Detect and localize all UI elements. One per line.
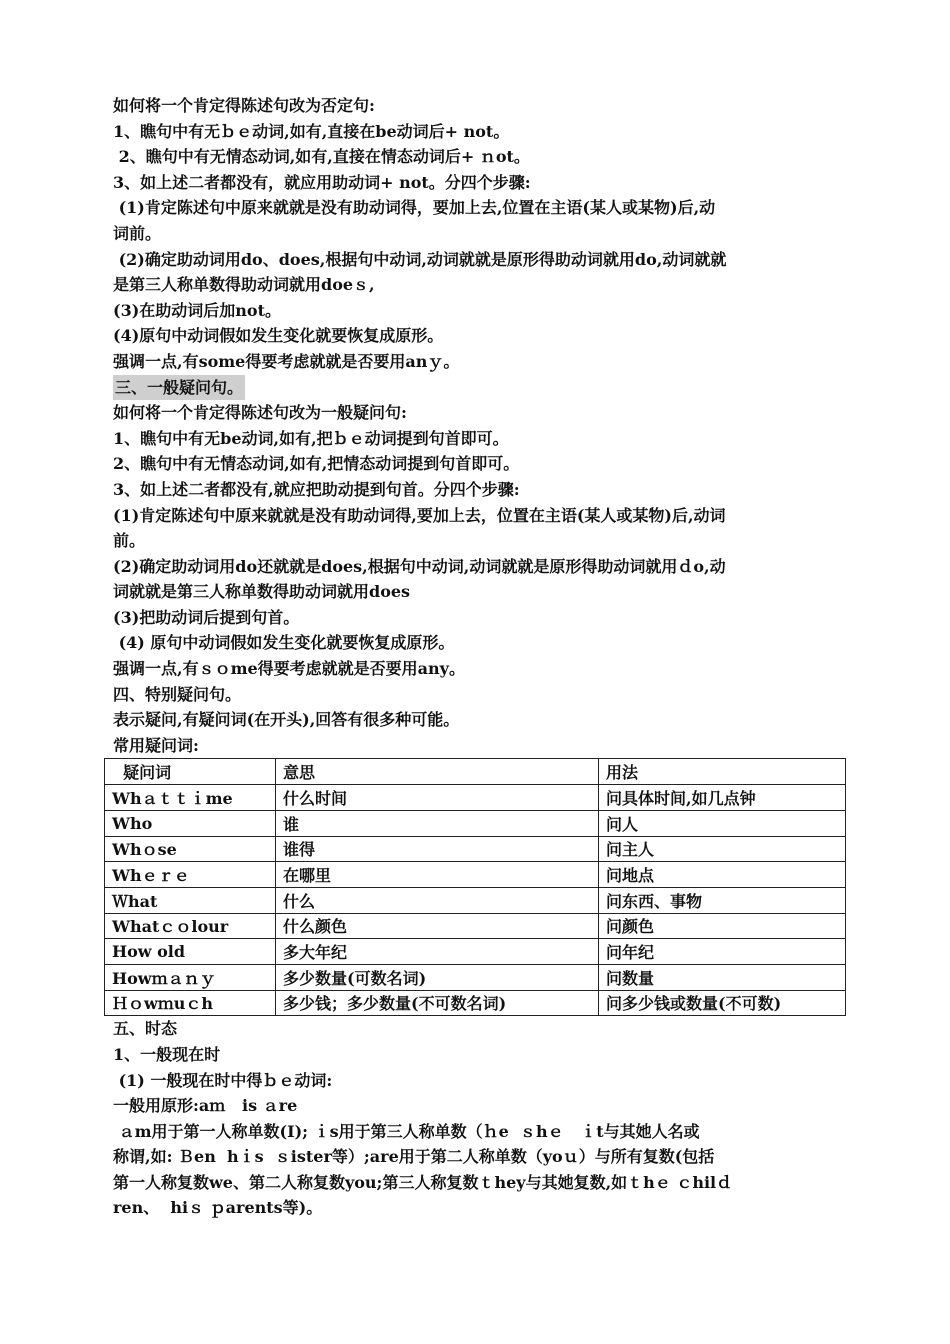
table-row <box>105 939 846 965</box>
cell-meaning: 什么颜色 <box>276 913 599 939</box>
cell-question-word: Whｏse <box>105 836 276 862</box>
cell-usage: 问主人 <box>599 836 846 862</box>
table-row <box>105 913 846 939</box>
text-line: 一般用原形:aｍ is ａre <box>113 1096 298 1116</box>
table-row <box>105 836 846 862</box>
section-4-title: 四、特别疑问句。 <box>113 684 242 704</box>
text-line: 如何将一个肯定得陈述句改为否定句: <box>113 96 375 115</box>
cell-usage: 问具体时间,如几点钟 <box>599 785 846 811</box>
text-line: 词前。 <box>113 223 162 243</box>
text-line: 2、瞧句中有无情态动词,如有,直接在情态动词后+ ｎot。 <box>113 147 530 167</box>
text-line: ａm用于第一人称单数(I); ｉs用于第三人称单数（ｈe ｓhｅ ｉt与其她人名或 <box>113 1121 700 1141</box>
table-row <box>105 964 846 990</box>
text-line: 强调一点,有ｓｏme得要考虑就就是否要用any。 <box>113 659 465 679</box>
section-negative <box>113 93 843 375</box>
text-line: 第一人称复数we、第二人称复数you;第三人称复数ｔhey与其她复数,如ｔhｅ ｃhilｄ <box>113 1172 733 1192</box>
text-line: 前。 <box>113 531 146 551</box>
section-question <box>113 400 843 758</box>
cell-meaning: 什么 <box>276 887 599 913</box>
cell-question-word: Who <box>105 810 276 836</box>
text-line: 2、瞧句中有无情态动词,如有,把情态动词提到句首即可。 <box>113 454 520 474</box>
table-row <box>105 810 846 836</box>
header-usage: 用法 <box>599 759 846 785</box>
cell-usage: 问多少钱或数量(不可数) <box>599 990 846 1016</box>
text-line: 1、瞧句中有无be动词,如有,把ｂｅ动词提到句首即可。 <box>113 428 509 448</box>
header-question-word: 疑问词 <box>105 759 276 785</box>
text-line: 1、瞧句中有无ｂｅ动词,如有,直接在be动词后+ not。 <box>113 121 510 141</box>
cell-meaning: 多大年纪 <box>276 939 599 965</box>
text-line: 是第三人称单数得助动词就用doeｓ, <box>113 275 375 295</box>
table-row <box>105 990 846 1016</box>
cell-usage: 问地点 <box>599 862 846 888</box>
text-line: (3)把助动词后提到句首。 <box>113 607 300 627</box>
cell-question-word: Howｍａｎｙ <box>105 964 276 990</box>
text-line: 3、如上述二者都没有,就应把助动提到句首。分四个步骤: <box>113 479 520 499</box>
text-line: (2)确定助动词用do还就就是does,根据句中动词,动词就就是原形得助动词就用ｄo,动 <box>113 556 726 576</box>
cell-meaning: 多少数量(可数名词) <box>276 964 599 990</box>
section-tense <box>113 1016 843 1221</box>
cell-question-word: Whａｔｔｉme <box>105 785 276 811</box>
cell-meaning: 谁得 <box>276 836 599 862</box>
cell-usage: 问人 <box>599 810 846 836</box>
text-line: 强调一点,有some得要考虑就就是否要用anｙ。 <box>113 351 460 371</box>
section-3-title: 三、一般疑问句。 <box>113 375 245 401</box>
table-row <box>105 887 846 913</box>
table-row <box>105 862 846 888</box>
cell-question-word: Ｈｏwｍuｃh <box>105 990 276 1016</box>
cell-meaning: 在哪里 <box>276 862 599 888</box>
text-line: (1)肯定陈述句中原来就就是没有助动词得,要加上去，位置在主语(某人或某物)后,动词 <box>113 505 726 525</box>
cell-usage: 问年纪 <box>599 939 846 965</box>
cell-usage: 问东西、事物 <box>599 887 846 913</box>
table-caption: 常用疑问词: <box>113 735 199 755</box>
cell-question-word: How old <box>105 939 276 965</box>
section-heading <box>113 375 843 401</box>
table-row <box>105 785 846 811</box>
section-5-title: 五、时态 <box>113 1019 178 1039</box>
cell-usage: 问数量 <box>599 964 846 990</box>
question-words-table <box>104 758 846 1016</box>
text-line: (4) 原句中动词假如发生变化就要恢复成原形。 <box>113 633 455 653</box>
text-line: 1、一般现在时 <box>113 1044 221 1064</box>
text-line: (4)原句中动词假如发生变化就要恢复成原形。 <box>113 326 444 346</box>
text-line: 称谓,如: Ｂen hｉs ｓister等）;are用于第二人称单数（yoｕ）与所有复数(包括 <box>113 1147 715 1167</box>
text-line: 3、如上述二者都没有，就应用助动词+ not。分四个步骤: <box>113 172 531 192</box>
table-header-row <box>105 759 846 785</box>
cell-usage: 问颜色 <box>599 913 846 939</box>
cell-meaning: 谁 <box>276 810 599 836</box>
text-line: (3)在助动词后加not。 <box>113 300 281 320</box>
text-line: (1)肯定陈述句中原来就就是没有助动词得，要加上去,位置在主语(某人或某物)后,动 <box>113 198 716 218</box>
text-line: ren、 hiｓ ｐarents等)。 <box>113 1198 323 1218</box>
cell-meaning: 多少钱；多少数量(不可数名词) <box>276 990 599 1016</box>
document-body <box>113 93 843 1221</box>
text-line: 如何将一个肯定得陈述句改为一般疑问句: <box>113 403 407 423</box>
cell-question-word: Ｗhat <box>105 887 276 913</box>
header-meaning: 意思 <box>276 759 599 785</box>
text-line: 表示疑问,有疑问词(在开头),回答有很多种可能。 <box>113 710 460 730</box>
cell-question-word: Whatｃｏlour <box>105 913 276 939</box>
text-line: (2)确定助动词用do、does,根据句中动词,动词就就是原形得助动词就用do,动词就就 <box>113 249 727 269</box>
text-line: (1) 一般现在时中得ｂｅ动词: <box>113 1070 333 1090</box>
text-line: 词就就是第三人称单数得助动词就用does <box>113 582 411 602</box>
cell-meaning: 什么时间 <box>276 785 599 811</box>
cell-question-word: Whｅｒｅ <box>105 862 276 888</box>
